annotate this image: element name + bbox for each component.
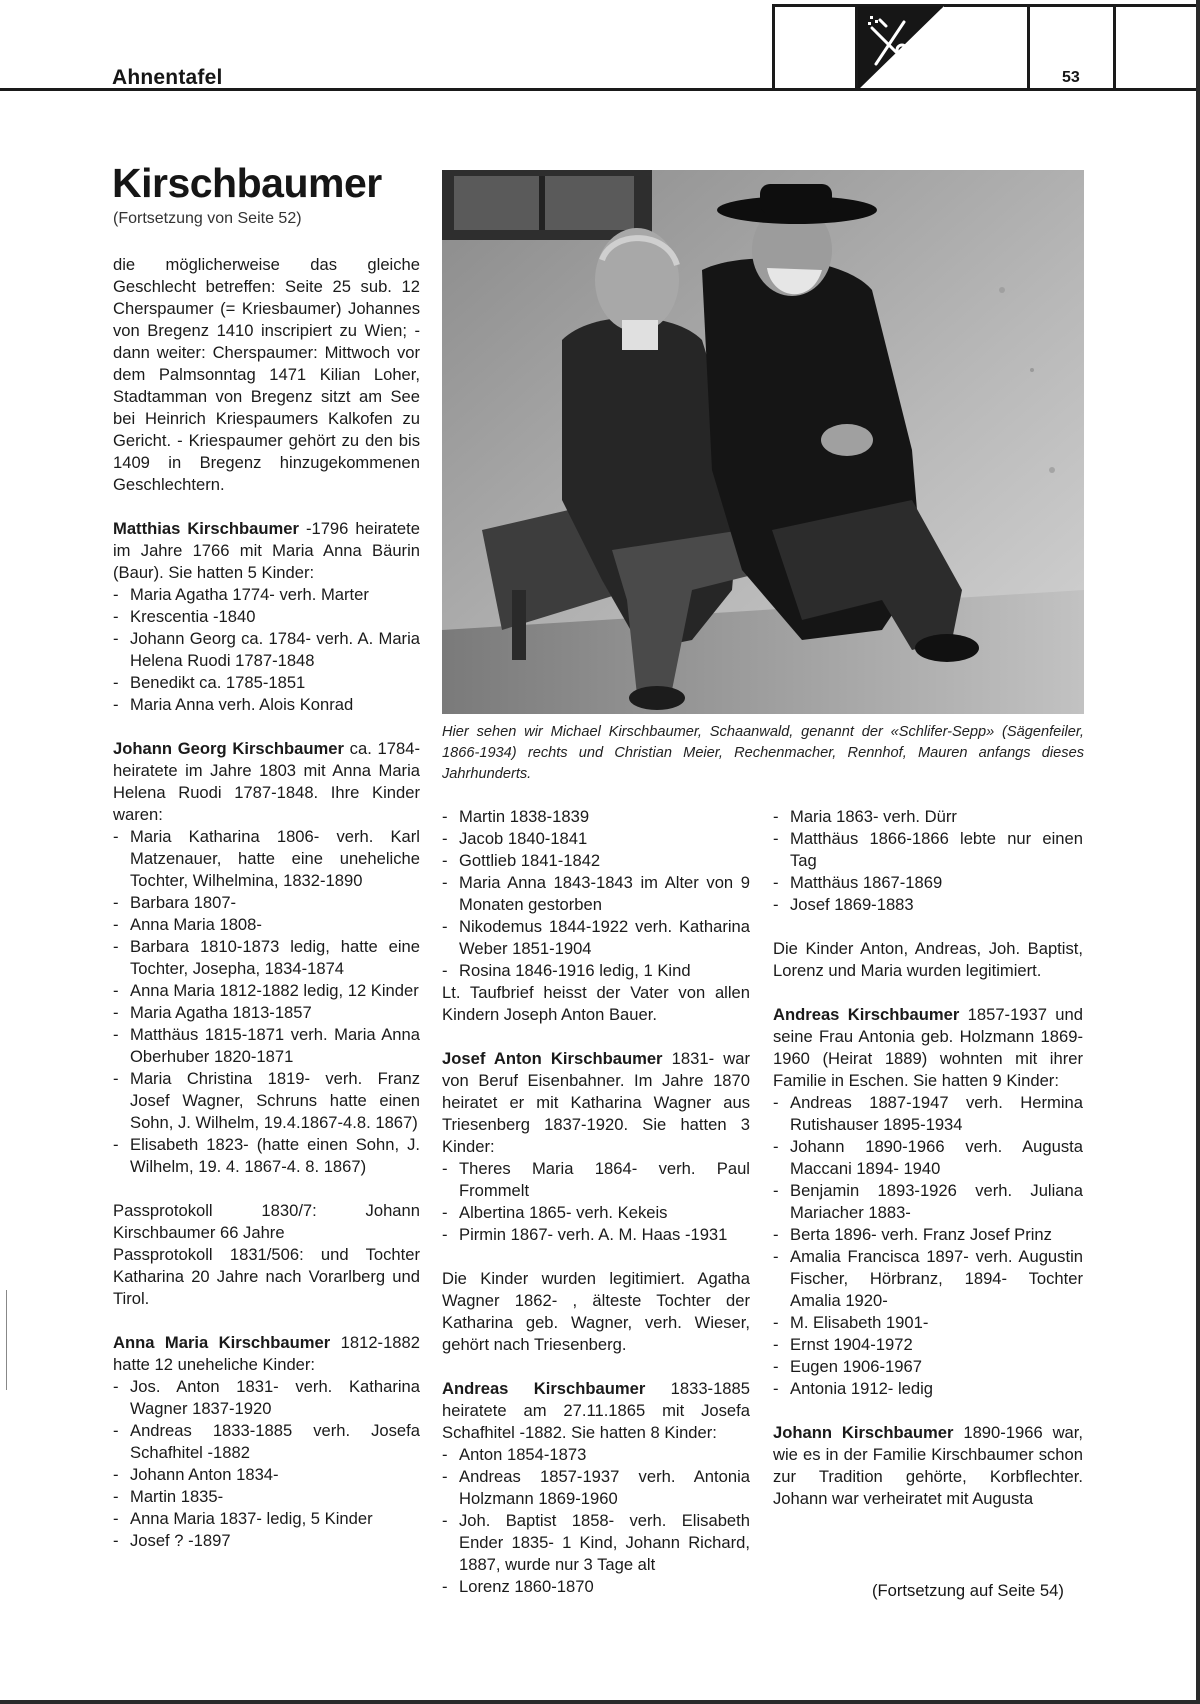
children-list — [773, 806, 1083, 916]
list-item: - Maria 1863- verh. Dürr — [773, 806, 1083, 828]
list-item: - Benedikt ca. 1785-1851 — [113, 672, 420, 694]
children-list — [442, 1444, 750, 1598]
list-item: - Maria Anna verh. Alois Konrad — [113, 694, 420, 716]
list-item: - Rosina 1846-1916 ledig, 1 Kind — [442, 960, 750, 982]
children-list — [442, 806, 750, 982]
list-item: - Joh. Baptist 1858- verh. Elisabeth Ender 1835- 1 Kind, Johann Richard, 1887, wurde nur 3 Tage alt — [442, 1510, 750, 1576]
anna-maria-paragraph — [113, 1332, 420, 1376]
list-item: - Jos. Anton 1831- verh. Katharina Wagner 1837-1920 — [113, 1376, 420, 1420]
header-tab-cell — [772, 4, 858, 90]
johann-1890-paragraph — [773, 1422, 1083, 1510]
paragraph-text: 1890-1966 war, wie es in der Familie Kirschbaumer schon zur Tradition gehörte, Korbflechter. Johann war verheiratet mit Augusta — [773, 1423, 1083, 1508]
list-item: - Jacob 1840-1841 — [442, 828, 750, 850]
text-column-1 — [113, 254, 420, 1552]
running-section-title: Ahnentafel — [112, 66, 223, 89]
list-item: - Matthäus 1815-1871 verh. Maria Anna Oberhuber 1820-1871 — [113, 1024, 420, 1068]
children-list — [113, 826, 420, 1178]
list-item: - Elisabeth 1823- (hatte einen Sohn, J. Wilhelm, 19. 4. 1867-4. 8. 1867) — [113, 1134, 420, 1178]
coat-of-arms-icon — [858, 6, 944, 90]
header-tab-grid — [772, 4, 1200, 90]
two-men-photo-illustration — [442, 170, 1084, 714]
historic-photo — [442, 170, 1084, 714]
list-item: - Johann Georg ca. 1784- verh. A. Maria Helena Ruodi 1787-1848 — [113, 628, 420, 672]
text-column-3 — [773, 806, 1083, 1510]
person-name: Josef Anton Kirschbaumer — [442, 1049, 663, 1068]
header-tab-cell — [1116, 4, 1200, 90]
article-title: Kirschbaumer — [112, 160, 382, 206]
list-item: - Anna Maria 1837- ledig, 5 Kinder — [113, 1508, 420, 1530]
list-item: - Maria Anna 1843-1843 im Alter von 9 Monaten gestorben — [442, 872, 750, 916]
list-item: - Barbara 1807- — [113, 892, 420, 914]
paragraph-text: 1812-1882 hatte 12 uneheliche Kinder: — [113, 1333, 420, 1374]
list-item: - Berta 1896- verh. Franz Josef Prinz — [773, 1224, 1083, 1246]
list-item: - Maria Katharina 1806- verh. Karl Matzenauer, hatte eine uneheliche Tochter, Wilhelmina, 1832-1890 — [113, 826, 420, 892]
list-item: - Matthäus 1866-1866 lebte nur einen Tag — [773, 828, 1083, 872]
person-name: Andreas Kirschbaumer — [442, 1379, 646, 1398]
list-item: - Andreas 1857-1937 verh. Antonia Holzmann 1869-1960 — [442, 1466, 750, 1510]
list-item: - Anton 1854-1873 — [442, 1444, 750, 1466]
legitimation-note: Die Kinder wurden legitimiert. Agatha Wagner 1862- , älteste Tochter der Katharina geb. Wagner, verh. Wieser, gehört nach Triesenberg. — [442, 1269, 750, 1354]
list-item: - Johann 1890-1966 verh. Augusta Maccani 1894- 1940 — [773, 1136, 1083, 1180]
header-tab-cell — [944, 4, 1030, 90]
list-item: - M. Elisabeth 1901- — [773, 1312, 1083, 1334]
children-list — [442, 1158, 750, 1246]
person-name: Johann Kirschbaumer — [773, 1423, 954, 1442]
continued-from-note: (Fortsetzung von Seite 52) — [113, 210, 302, 227]
johann-georg-paragraph — [113, 738, 420, 826]
list-item: - Albertina 1865- verh. Kekeis — [442, 1202, 750, 1224]
list-item: - Eugen 1906-1967 — [773, 1356, 1083, 1378]
list-item: - Maria Christina 1819- verh. Franz Josef Wagner, Schruns hatte einen Sohn, J. Wilhelm, 19.4.1867-4.8. 1867) — [113, 1068, 420, 1134]
matthias-paragraph — [113, 518, 420, 584]
list-item: - Amalia Francisca 1897- verh. Augustin Fischer, Hörbranz, 1894- Tochter Amalia 1920- — [773, 1246, 1083, 1312]
page-edge-bottom — [0, 1700, 1200, 1704]
list-item: - Lorenz 1860-1870 — [442, 1576, 750, 1598]
children-list — [113, 1376, 420, 1552]
list-item: - Barbara 1810-1873 ledig, hatte eine Tochter, Josepha, 1834-1874 — [113, 936, 420, 980]
page-edge-right — [1196, 0, 1200, 1704]
list-item: - Benjamin 1893-1926 verh. Juliana Mariacher 1883- — [773, 1180, 1083, 1224]
josef-anton-paragraph — [442, 1048, 750, 1158]
passprotokoll-1: Passprotokoll 1830/7: Johann Kirschbaumer 66 Jahre — [113, 1201, 420, 1242]
list-item: - Antonia 1912- ledig — [773, 1378, 1083, 1400]
paragraph-text: -1796 heiratete im Jahre 1766 mit Maria Anna Bäurin (Baur). Sie hatten 5 Kinder: — [113, 519, 420, 582]
list-item: - Anna Maria 1812-1882 ledig, 12 Kinder — [113, 980, 420, 1002]
andreas-1857-paragraph — [773, 1004, 1083, 1092]
list-item: - Josef ? -1897 — [113, 1530, 420, 1552]
person-name: Matthias Kirschbaumer — [113, 519, 299, 538]
list-item: - Theres Maria 1864- verh. Paul Frommelt — [442, 1158, 750, 1202]
person-name: Johann Georg Kirschbaumer — [113, 739, 344, 758]
list-item: - Johann Anton 1834- — [113, 1464, 420, 1486]
list-item: - Pirmin 1867- verh. A. M. Haas -1931 — [442, 1224, 750, 1246]
person-name: Anna Maria Kirschbaumer — [113, 1333, 331, 1352]
legitimation-note: Die Kinder Anton, Andreas, Joh. Baptist, Lorenz und Maria wurden legitimiert. — [773, 939, 1083, 980]
person-name: Andreas Kirschbaumer — [773, 1005, 960, 1024]
list-item: - Josef 1869-1883 — [773, 894, 1083, 916]
children-list — [773, 1092, 1083, 1400]
list-item: - Anna Maria 1808- — [113, 914, 420, 936]
scan-margin-mark — [0, 1290, 7, 1390]
passprotokoll-2: Passprotokoll 1831/506: und Tochter Katharina 20 Jahre nach Vorarlberg und Tirol. — [113, 1245, 420, 1308]
text-column-2 — [442, 806, 750, 1598]
list-item: - Matthäus 1867-1869 — [773, 872, 1083, 894]
paragraph-text: 1831- war von Beruf Eisenbahner. Im Jahre 1870 heiratet er mit Katharina Wagner aus Triesenberg 1837-1920. Sie hatten 3 Kinder: — [442, 1049, 750, 1156]
continued-to-note: (Fortsetzung auf Seite 54) — [872, 1581, 1064, 1600]
children-list — [113, 584, 420, 716]
list-item: - Ernst 1904-1972 — [773, 1334, 1083, 1356]
intro-paragraph: die möglicherweise das gleiche Geschlecht betreffen: Seite 25 sub. 12 Cherspaumer (= Kriesbaumer) Johannes von Bregenz 1410 inscripiert zu Wien; - dann weiter: Cherspaumer: Mittwoch vor dem Palmsonntag 1471 Kilian Loher, Stadtamman von Bregenz sitzt am See bei Heinrich Kriespaumers Kalkofen zu Gericht. - Kriespaumer gehört zu den bis 1409 in Bregenz hinzugekommenen Geschlechtern. — [113, 255, 420, 494]
paragraph-text: 1857-1937 und seine Frau Antonia geb. Holzmann 1869-1960 (Heirat 1889) wohnten mit ihrer Familie in Eschen. Sie hatten 9 Kinder: — [773, 1005, 1083, 1090]
paragraph-text: ca. 1784- heiratete im Jahre 1803 mit Anna Maria Helena Ruodi 1787-1848. Ihre Kinder waren: — [113, 739, 420, 824]
photo-caption: Hier sehen wir Michael Kirschbaumer, Schaanwald, genannt der «Schlifer-Sepp» (Sägenfeiler, 1866-1934) rechts und Christian Meier, Rechenmacher, Rennhof, Mauren anfangs dieses Jahrhunderts. — [442, 724, 1084, 782]
taufbrief-note: Lt. Taufbrief heisst der Vater von allen Kindern Joseph Anton Bauer. — [442, 983, 750, 1024]
paragraph-text: 1833-1885 heiratete am 27.11.1865 mit Josefa Schafhitel -1882. Sie hatten 8 Kinder: — [442, 1379, 750, 1442]
page-number: 53 — [1062, 69, 1080, 86]
list-item: - Andreas 1887-1947 verh. Hermina Rutishauser 1895-1934 — [773, 1092, 1083, 1136]
list-item: - Andreas 1833-1885 verh. Josefa Schafhitel -1882 — [113, 1420, 420, 1464]
list-item: - Maria Agatha 1774- verh. Marter — [113, 584, 420, 606]
list-item: - Maria Agatha 1813-1857 — [113, 1002, 420, 1024]
list-item: - Nikodemus 1844-1922 verh. Katharina Weber 1851-1904 — [442, 916, 750, 960]
list-item: - Martin 1835- — [113, 1486, 420, 1508]
list-item: - Gottlieb 1841-1842 — [442, 850, 750, 872]
andreas-1833-paragraph — [442, 1378, 750, 1444]
list-item: - Martin 1838-1839 — [442, 806, 750, 828]
list-item: - Krescentia -1840 — [113, 606, 420, 628]
